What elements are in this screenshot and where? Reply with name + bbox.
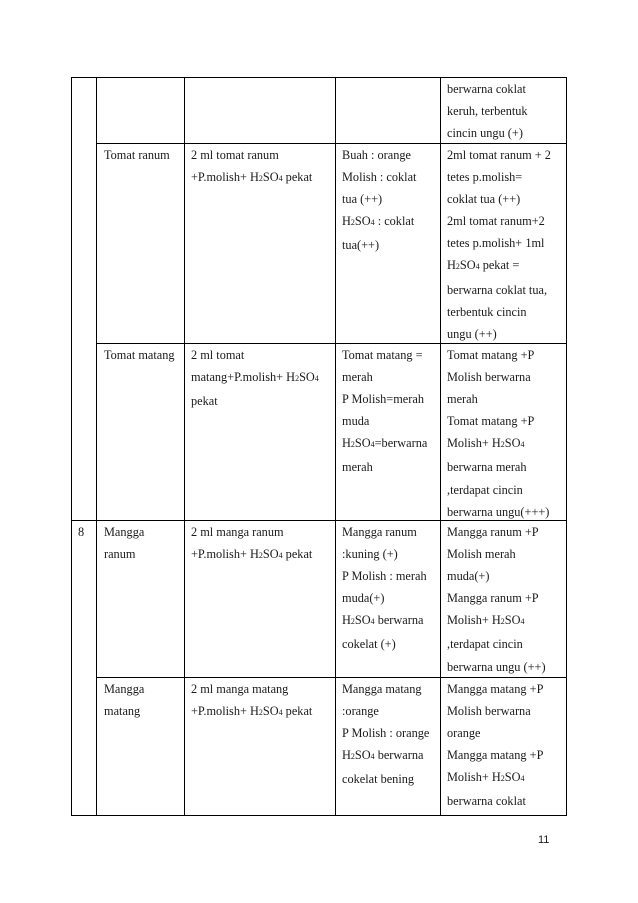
table-right-border [566, 77, 567, 816]
cell-line: H2SO4 berwarna [342, 748, 424, 763]
cell-line: muda(+) [342, 591, 385, 606]
table-cell-treatment [191, 678, 333, 724]
cell-line: tetes p.molish= [447, 170, 523, 185]
cell-line: tua(++) [342, 238, 380, 253]
cell-line: cokelat (+) [342, 637, 396, 652]
cell-line: matang+P.molish+ H2SO4 [191, 370, 319, 385]
cell-line: keruh, terbentuk [447, 104, 528, 119]
cell-line: 2 ml manga matang [191, 682, 289, 696]
table-cell-sample [104, 678, 182, 722]
cell-line: merah [342, 370, 373, 385]
cell-line: P Molish=merah [342, 392, 424, 407]
cell-line: Molish merah [447, 547, 516, 562]
cell-line: +P.molish+ H2SO4 pekat [191, 704, 313, 719]
table-cell-observation [342, 144, 438, 256]
cell-line: :kuning (+) [342, 547, 398, 562]
cell-line: Molish+ H2SO4 [447, 436, 525, 451]
cell-line: ,terdapat cincin [447, 637, 523, 652]
cell-line: Mangga matang +P [447, 682, 544, 696]
cell-line: merah [447, 392, 478, 407]
cell-line: Molish+ H2SO4 [447, 770, 525, 785]
table-cell-result [447, 344, 565, 523]
cell-line: ,terdapat cincin [447, 482, 523, 497]
cell-line: berwarna coklat [447, 794, 526, 809]
cell-line: Mangga ranum +P [447, 591, 539, 606]
cell-line: tetes p.molish+ 1ml [447, 236, 545, 251]
cell-line: P Molish : orange [342, 726, 430, 741]
cell-line: Mangga [104, 682, 145, 696]
cell-line: ungu (++) [447, 326, 497, 341]
cell-line: cincin ungu (+) [447, 126, 523, 141]
column-divider [96, 77, 97, 816]
cell-line: berwarna coklat [447, 82, 526, 96]
cell-line: H2SO4 : coklat [342, 214, 415, 229]
cell-line: pekat [191, 394, 218, 409]
table-cell-result [447, 521, 565, 678]
cell-line: berwarna merah [447, 460, 527, 475]
cell-line: Molish berwarna [447, 704, 531, 719]
table-cell-treatment [191, 144, 333, 190]
cell-line: H2SO4=berwarna [342, 436, 428, 451]
cell-line: muda(+) [447, 569, 490, 584]
cell-line: matang [104, 704, 141, 719]
cell-line: 8 [78, 525, 85, 539]
cell-line: +P.molish+ H2SO4 pekat [191, 170, 313, 185]
cell-line: Mangga ranum [342, 525, 417, 539]
cell-line: terbentuk cincin [447, 304, 527, 319]
cell-line: +P.molish+ H2SO4 pekat [191, 547, 313, 562]
table-cell-treatment [191, 521, 333, 567]
cell-line: H2SO4 berwarna [342, 613, 424, 628]
page-number: 11 [538, 834, 550, 846]
cell-line: 2 ml manga ranum [191, 525, 284, 539]
table-cell-observation [342, 521, 438, 656]
column-divider [440, 77, 441, 816]
cell-line: berwarna ungu(+++) [447, 504, 550, 519]
cell-line: 2ml tomat ranum+2 [447, 214, 545, 229]
cell-line: Molish+ H2SO4 [447, 613, 525, 628]
table-cell-sample [104, 144, 182, 166]
table-cell-sample [104, 344, 182, 366]
cell-line: muda [342, 414, 370, 429]
column-divider [184, 77, 185, 816]
cell-line: 2ml tomat ranum + 2 [447, 148, 551, 162]
cell-line: :orange [342, 704, 379, 719]
column-divider [335, 77, 336, 816]
table-cell-number [78, 521, 94, 543]
cell-line: Buah : orange [342, 148, 411, 162]
cell-line: Mangga matang [342, 682, 422, 696]
cell-line: 2 ml tomat [191, 348, 245, 362]
cell-line: Mangga [104, 525, 145, 539]
cell-line: Tomat matang +P [447, 414, 535, 429]
cell-line: coklat tua (++) [447, 192, 521, 207]
cell-line: Mangga matang +P [447, 748, 544, 763]
cell-line: Mangga ranum +P [447, 525, 539, 539]
table-cell-result [447, 78, 563, 144]
cell-line: Tomat matang = [342, 348, 423, 362]
cell-line: berwarna ungu (++) [447, 659, 546, 674]
cell-line: orange [447, 726, 481, 741]
cell-line: Molish berwarna [447, 370, 531, 385]
cell-line: P Molish : merah [342, 569, 427, 584]
cell-line: Tomat matang [104, 348, 175, 362]
cell-line: Tomat matang +P [447, 348, 535, 362]
cell-line: Tomat ranum [104, 148, 170, 162]
table-cell-treatment [191, 344, 333, 412]
table-cell-observation [342, 344, 438, 479]
cell-line: tua (++) [342, 192, 383, 207]
cell-line: ranum [104, 547, 136, 562]
table-cell-observation [342, 678, 438, 790]
table-cell-sample [104, 521, 182, 565]
cell-line: H2SO4 pekat = [447, 258, 520, 273]
cell-line: 2 ml tomat ranum [191, 148, 279, 162]
cell-line: Molish : coklat [342, 170, 417, 185]
table-left-border [71, 77, 72, 816]
table-cell-result [447, 144, 565, 345]
table-cell-result [447, 678, 565, 813]
cell-line: cokelat bening [342, 772, 415, 787]
cell-line: berwarna coklat tua, [447, 282, 548, 297]
cell-line: merah [342, 460, 373, 475]
table-bottom-border [71, 815, 567, 816]
